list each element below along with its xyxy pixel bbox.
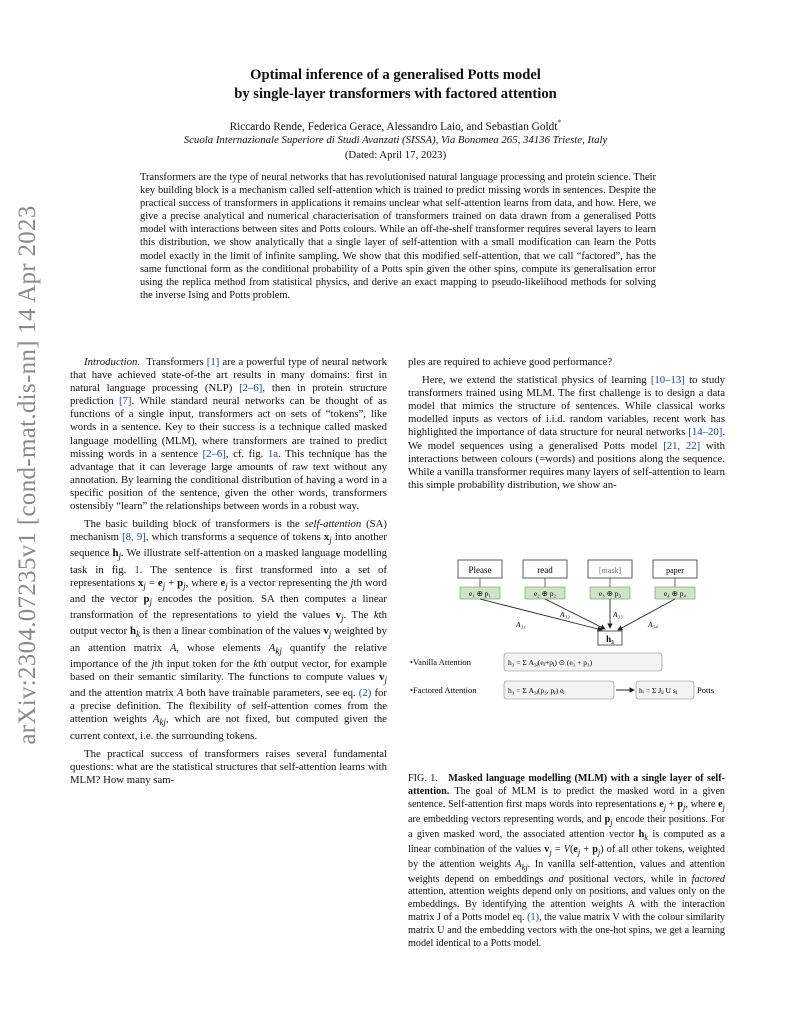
output-h3: h₃ xyxy=(606,634,614,644)
caption-title: Masked language modelling (MLM) with a single layer of self-attention. xyxy=(408,773,725,797)
embedding-3: e₃ ⊕ p₃ xyxy=(598,589,622,598)
embedding-2: e₂ ⊕ p₂ xyxy=(533,589,557,598)
equation-link[interactable]: (1) xyxy=(527,912,539,924)
embedding-4: e₄ ⊕ p₄ xyxy=(663,589,687,598)
citation-link[interactable]: [7] xyxy=(118,395,132,408)
emphasis-factored: factored xyxy=(691,873,725,885)
attention-arrow-4 xyxy=(618,599,675,630)
title-line-1: Optimal inference of a generalised Potts model xyxy=(250,67,541,83)
text-span: th output vector xyxy=(70,609,387,638)
text-span: are embedding vectors representing words, and xyxy=(408,813,605,825)
intro-paragraph xyxy=(70,356,387,513)
citation-link[interactable]: [2–6] xyxy=(202,447,226,460)
attention-arrow-1 xyxy=(480,599,602,630)
text-span: is computed as a linear combination of the values xyxy=(408,828,725,855)
text-span: . This technique has the advantage that it can leverage large amounts of raw text without any annotation. By learning the conditional distribution of having a word in a specific position of the sentence, given the other words, transformers ostensibly “learn” the relationships between words in a robust way. xyxy=(70,447,387,513)
paper-title xyxy=(120,66,671,104)
left-column xyxy=(70,356,387,787)
figure-1-diagram xyxy=(408,555,725,755)
continued-paragraph: ples are required to achieve good performance? xyxy=(408,356,613,368)
text-span: and the attention matrix xyxy=(70,687,177,700)
text-span: , then in protein structure prediction xyxy=(70,382,387,408)
figure-link[interactable]: 1 xyxy=(134,563,140,576)
author-list xyxy=(100,118,691,133)
caption-label: FIG. 1. xyxy=(408,773,438,784)
text-span: both have trainable parameters, see eq. xyxy=(183,687,359,700)
text-span: , where xyxy=(685,798,719,810)
text-span: quantify the relative importance of the xyxy=(70,641,387,670)
figure-link[interactable]: 1a xyxy=(267,447,278,460)
vanilla-attention-label: •Vanilla Attention xyxy=(410,657,471,667)
text-span: (SA) mechanism xyxy=(70,518,388,544)
weight-a34: A₃₄ xyxy=(648,620,658,629)
text-span: , cf. fig. xyxy=(225,447,268,460)
token-read: read xyxy=(537,565,553,575)
token-please: Please xyxy=(468,565,492,575)
vanilla-formula: h₃ = Σ A₃ⱼ(eⱼ+pⱼ) ⊙ (e₃ + p₃) xyxy=(508,658,593,667)
text-span: Here, we extend the statistical physics of learning xyxy=(422,374,651,387)
text-span: weighted by an attention matrix xyxy=(70,625,387,654)
emphasis-and: and xyxy=(548,873,564,885)
token-mask: [mask] xyxy=(598,566,622,575)
text-span: attention, attention weights depend only on positions, and values only on the embeddings. By identifying the attention weights A with the interaction matrix J of a Potts model eq. xyxy=(408,886,725,924)
text-span: , where xyxy=(185,576,221,589)
token-paper: paper xyxy=(666,566,684,575)
text-span: to study transformers trained using MLM. The first challenge is to design a data model that mimics the structure of sentences. While classical works modelled inputs as vectors of i.i.d. random variables, recent work has highlighted the importance of data structure for neural networks xyxy=(408,374,725,439)
potts-label: Potts xyxy=(697,685,715,695)
text-span: is then a linear combination of the values xyxy=(139,625,324,638)
text-span: are a powerful type of neural network that have achieved state-of-the art results in many domains: first in natural language processing (NLP) xyxy=(70,356,387,395)
text-span: , whose elements xyxy=(176,641,269,654)
text-span: encodes the position. SA then computes a linear transformation of the representations to yield the values xyxy=(70,593,387,622)
text-span: , which transforms a sequence of tokens xyxy=(145,531,324,544)
text-span: th input token for the xyxy=(154,657,254,670)
text-span: with interactions between colours (=words) and positions along the sequence. While a vanilla transformer requires many layers of self-attention to learn this simple probability distribution, we show an- xyxy=(408,439,725,491)
text-span: The basic building block of transformers is the xyxy=(84,518,305,531)
citation-link[interactable]: [2–6] xyxy=(239,382,263,395)
attention-arrow-2 xyxy=(545,599,605,629)
text-span: . In vanilla self-attention, values and attention weights depend on embeddings xyxy=(408,858,725,885)
weight-a33: A₃₃ xyxy=(613,610,623,619)
text-span: th word and the vector xyxy=(70,576,387,606)
arxiv-identifier xyxy=(8,205,48,745)
text-span: . The sentence is first transformed into a set of representations xyxy=(70,563,388,589)
text-span: . While standard neural networks can be thought of as functions of a single input, transformers act on sets of “tokens”, like words in a sentence. Key to their success is a technique called masked language modelling (MLM), where transformers are trained to predict missing words in a sentence xyxy=(70,395,387,460)
citation-link[interactable]: [8, 9] xyxy=(122,531,146,544)
factored-attention-label: •Factored Attention xyxy=(410,685,477,695)
text-span: encode their positions. For a given masked word, the associated attention vector xyxy=(408,813,725,840)
intro-label: Introduction. xyxy=(84,356,141,368)
weight-a32: A₃₂ xyxy=(560,610,570,619)
term-self-attention: self-attention xyxy=(304,518,362,531)
author-footnote-mark[interactable]: * xyxy=(557,118,562,127)
weight-a31: A₃₁ xyxy=(516,620,526,629)
authors-text: Riccardo Rende, Federica Gerace, Alessandro Laio, and Sebastian Goldt xyxy=(229,120,558,133)
text-span: of all other tokens, weighted by the attention weights xyxy=(408,843,725,870)
approach-paragraph xyxy=(408,374,725,492)
questions-paragraph: The practical success of transformers raises several fundamental questions: what are the statistical structures that self-attention learns with MLM? How many sam- xyxy=(70,747,387,786)
citation-link[interactable]: [14–20] xyxy=(688,426,723,439)
figure-caption: FIG. 1. Masked language modelling (MLM) with a single layer of self-attention. The goal of MLM is to predict the masked word in a given sentence. Self-attention first maps words into representations $e_j + p_j$, where $e_j$ are embedding vectors representing words, and $p_j$ encode their positions. For a given masked word, the associated attention vector $h_k$ is computed as a linear combination of the values $v_j = V(e_j + p_j)$ of all other tokens, weighted by the attention weights $A_{kj}$. In vanilla self-attention, values and attention weights depend on embeddings and positional vectors, while in factored attention, attention weights depend only on positions, and values only on the embeddings. By identifying the attention weights A with the interaction matrix J of a Potts model eq. (1), the value matrix V with the colour similarity matrix U and the embedding vectors with the one-hot spins, we get a learning model identical to a Potts model. xyxy=(408,773,725,950)
abstract: Transformers are the type of neural networks that has revolutionised natural language processing and protein science. Their key building block is a mechanism called self-attention which is trained to predict missing words in sentences. Despite the practical success of transformers in applications it remains unclear what self-attention learns from data, and how. Here, we give a precise analytical and numerical characterisation of transformers trained on data drawn from a generalised Potts model with interactions between sites and Potts colours. While an off-the-shelf transformer requires several layers to learn this distribution, we show analytically that a single layer of self-attention with a small modification can learn the Potts model exactly in the limit of infinite sampling. We show that this modified self-attention, that we call “factored”, has the same functional form as the conditional probability of a Potts spin given the other spins, compute its generalisation error using the replica method from statistical physics, and derive an exact mapping to pseudo-likelihood methods for solving the inverse Ising and Potts problem. xyxy=(140,172,656,301)
text-span: . We model sequences using a generalised Potts model xyxy=(408,426,725,452)
citation-link[interactable]: [10–13] xyxy=(650,374,685,387)
text-span: . We illustrate self-attention on a masked language modelling task in fig. xyxy=(70,547,387,576)
text-span: for a precise definition. The flexibility of self-attention comes from the attention weights xyxy=(70,687,387,726)
text-span: The goal of MLM is to predict the masked word in a given sentence. Self-attention first maps words into representations xyxy=(408,785,725,810)
citation-link[interactable]: [1] xyxy=(206,356,220,368)
self-attention-paragraph: The basic building block of transformers is the self-attention (SA) mechanism [8, 9], which transforms a sequence of tokens $x_j$ into another sequence $h_j$. We illustrate self-attention on a masked language modelling task in fig. 1. The sentence is first transformed into a set of representations $x_j = e_j + p_j$, where $e_j$ is a vector representing the jth word and the vector $p_j$ encodes the position. SA then computes a linear transformation of the representations to yield the values $v_j$. The kth output vector $h_k$ is then a linear combination of the values $v_j$ weighted by an attention matrix A, whose elements $A_{kj}$ quantify the relative importance of the jth input token for the kth output vector, for example based on their semantic similarity. The functions to compute values $v_j$ and the attention matrix A both have trainable parameters, see eq. (2) for a precise definition. The flexibility of self-attention comes from the attention weights $A_{kj}$, which are not fixed, but computed given the current context, i.e. the surrounding tokens. xyxy=(70,518,388,742)
date-line: (Dated: April 17, 2023) xyxy=(344,149,447,161)
text-span: . The xyxy=(343,609,374,622)
affiliation: Scuola Internazionale Superiore di Studi Avanzati (SISSA), Via Bonomea 265, 34136 Trieste, Italy xyxy=(183,134,608,146)
citation-link[interactable]: [21, 22] xyxy=(663,439,701,452)
text-span: into another sequence xyxy=(70,531,387,560)
text-span: , the value matrix V with the colour similarity matrix U and the embedding vectors with the one-hot spins, we get a learning model identical to a Potts model. xyxy=(408,912,725,950)
factored-formula: h₃ = Σ A₃ⱼ(p₃, pⱼ) eⱼ xyxy=(508,686,565,695)
title-line-2: by single-layer transformers with factored attention xyxy=(234,86,557,102)
right-column xyxy=(408,356,725,492)
text-span: , which are not fixed, but computed given the current context, i.e. the surrounding tokens. xyxy=(70,713,387,742)
equation-link[interactable]: (2) xyxy=(358,687,372,700)
text-span: th output vector, for example based on their semantic similarity. The functions to compute values xyxy=(70,657,387,684)
embedding-1: e₁ ⊕ p₁ xyxy=(468,589,492,598)
potts-formula: hᵢ = Σ Jᵢⱼ U sⱼ xyxy=(639,686,678,695)
arxiv-identifier-text: arXiv:2304.07235v1 [cond-mat.dis-nn] 14 Apr 2023 xyxy=(14,205,41,745)
text-span: Transformers xyxy=(146,356,207,368)
text-span: positional vectors, while in xyxy=(563,873,692,885)
text-span: is a vector representing the xyxy=(227,576,351,589)
